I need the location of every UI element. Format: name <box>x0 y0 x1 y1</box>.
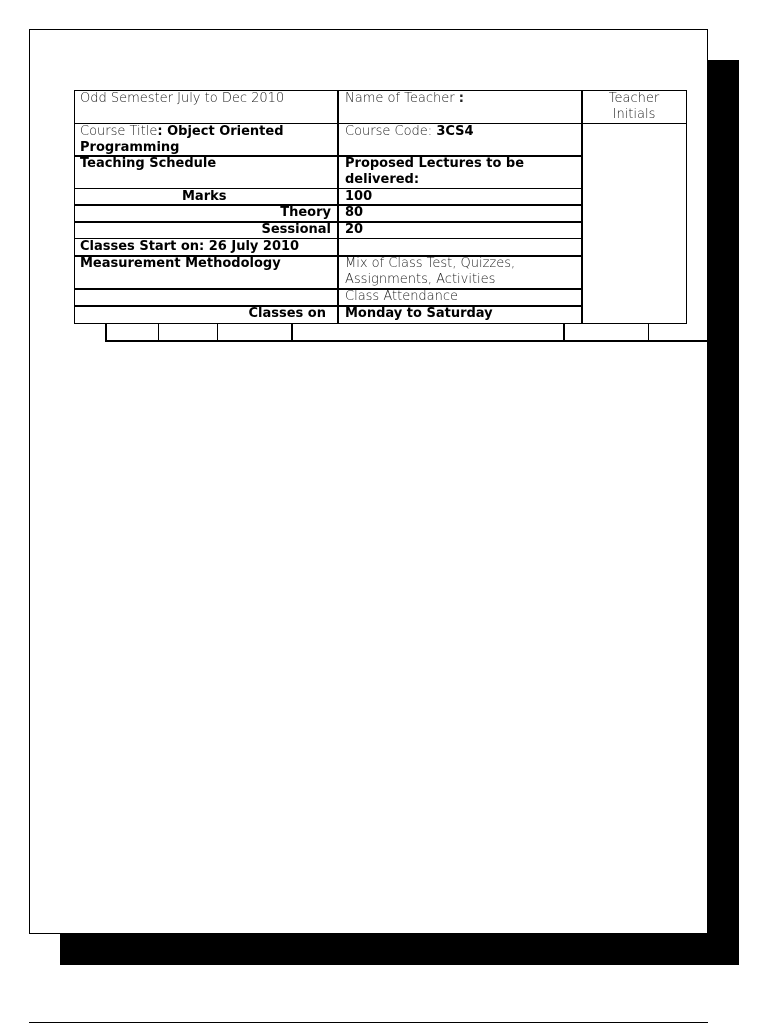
theory-value: 80 <box>345 205 364 220</box>
footer-rule <box>29 1022 708 1023</box>
fragment-divider <box>217 323 218 341</box>
teaching-schedule-label: Teaching Schedule <box>80 156 217 171</box>
marks-value: 100 <box>345 189 373 204</box>
classes-on-label: Classes on <box>248 306 326 321</box>
fragment-divider <box>158 323 159 341</box>
measurement-method-mix: Mix of Class Test, Quizzes, Assignments, Activities <box>345 256 516 287</box>
teacher-name-label: Name of Teacher : <box>345 91 464 106</box>
course-title: Course Title: Object Oriented Programming <box>80 124 284 155</box>
theory-label: Theory <box>280 205 331 220</box>
measurement-methodology-label: Measurement Methodology <box>80 256 281 271</box>
fragment-divider <box>291 323 293 342</box>
marks-label: Marks <box>182 189 227 204</box>
row-line <box>74 188 582 189</box>
fragment-divider <box>563 323 565 342</box>
fragment-divider <box>105 323 107 342</box>
semester-text: Odd Semester July to Dec 2010 <box>80 91 285 106</box>
sessional-label: Sessional <box>261 222 331 237</box>
fragment-divider <box>648 323 649 341</box>
measurement-method-attendance: Class Attendance <box>345 289 459 304</box>
sessional-value: 20 <box>345 222 364 237</box>
table-border-right <box>686 90 687 324</box>
fragment-line-bottom <box>105 340 708 342</box>
teacher-initials-header: Teacher Initials <box>608 91 660 122</box>
proposed-lectures-label: Proposed Lectures to be delivered: <box>345 156 525 187</box>
row-line-bottom <box>74 323 687 324</box>
classes-start-date: Classes Start on: 26 July 2010 <box>80 239 300 254</box>
course-code: Course Code: 3CS4 <box>345 124 474 139</box>
classes-on-value: Monday to Saturday <box>345 306 493 321</box>
row-line <box>74 288 582 290</box>
